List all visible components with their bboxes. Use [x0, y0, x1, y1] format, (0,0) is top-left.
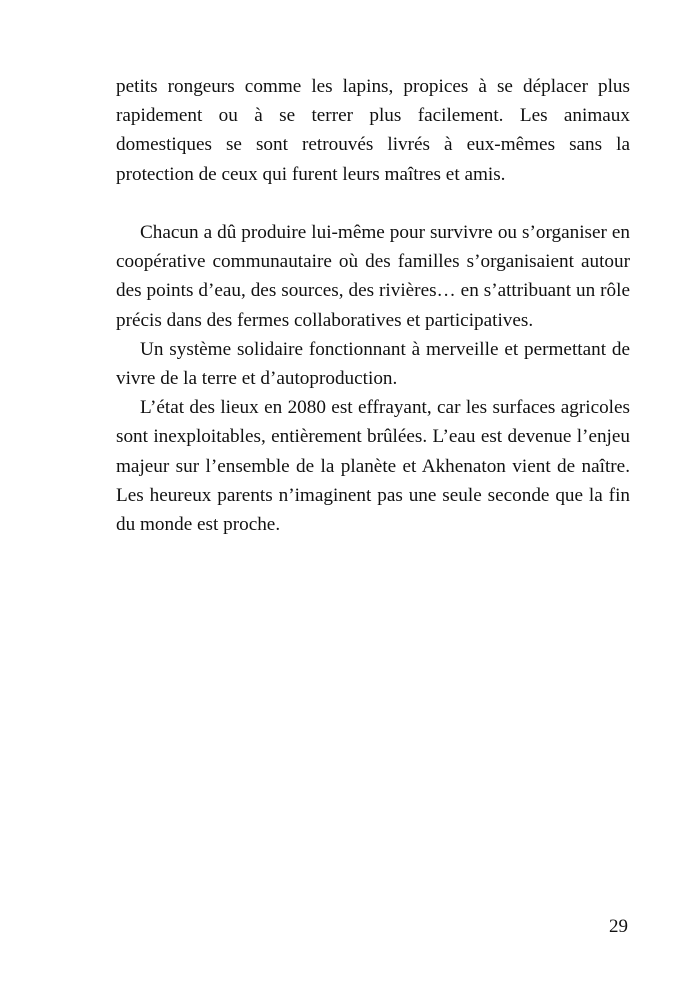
- body-text: [116, 72, 630, 539]
- paragraph-chacun: Chacun a dû produire lui-même pour survivre ou s’organiser en coopérative communautaire où des familles s’organisaient autour des points d’eau, des sources, des rivières… en s’attribuant un rôle précis dans des fermes collaboratives et participatives.: [116, 222, 630, 331]
- paragraph-continuation: petits rongeurs comme les lapins, propices à se déplacer plus rapidement ou à se terrer plus facilement. Les animaux domestiques se sont retrouvés livrés à eux-mêmes sans la protection de ceux qui furent leurs maîtres et amis.: [116, 76, 630, 185]
- page-number: 29: [609, 916, 628, 937]
- paragraph-etat-des-lieux: L’état des lieux en 2080 est effrayant, car les surfaces agricoles sont inexploitables, entièrement brûlées. L’eau est devenue l’enjeu majeur sur l’ensemble de la planète et Akhenaton vient de naître. Les heureux parents n’imaginent pas une seule seconde que la fin du monde est proche.: [116, 397, 630, 536]
- paragraph-systeme-solidaire: Un système solidaire fonctionnant à merveille et permettant de vivre de la terre et d’autoproduction.: [116, 338, 630, 390]
